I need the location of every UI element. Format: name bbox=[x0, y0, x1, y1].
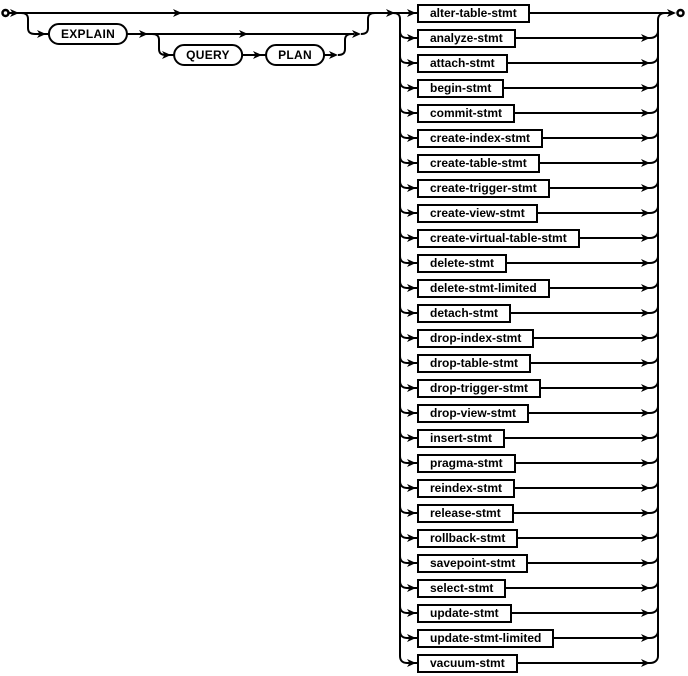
row-merge-curve bbox=[650, 481, 658, 488]
row-merge-curve bbox=[650, 156, 658, 163]
nonterminal-drop-view-stmt[interactable]: drop-view-stmt bbox=[417, 404, 529, 423]
row-merge-curve bbox=[650, 631, 658, 638]
row-merge-curve bbox=[650, 256, 658, 263]
keyword-bubble-plan: PLAN bbox=[265, 44, 325, 66]
row-merge-curve bbox=[650, 81, 658, 88]
row-merge-curve bbox=[650, 406, 658, 413]
row-merge-curve bbox=[650, 506, 658, 513]
nonterminal-drop-index-stmt[interactable]: drop-index-stmt bbox=[417, 329, 534, 348]
nonterminal-delete-stmt[interactable]: delete-stmt bbox=[417, 254, 507, 273]
row-branch-curve bbox=[400, 256, 407, 263]
nonterminal-select-stmt[interactable]: select-stmt bbox=[417, 579, 506, 598]
nonterminal-detach-stmt[interactable]: detach-stmt bbox=[417, 304, 511, 323]
nonterminal-create-table-stmt[interactable]: create-table-stmt bbox=[417, 154, 540, 173]
row-branch-curve bbox=[400, 406, 407, 413]
row-branch-curve bbox=[400, 331, 407, 338]
nonterminal-begin-stmt[interactable]: begin-stmt bbox=[417, 79, 504, 98]
row-branch-curve bbox=[400, 31, 407, 38]
nonterminal-rollback-stmt[interactable]: rollback-stmt bbox=[417, 529, 518, 548]
nonterminal-create-trigger-stmt[interactable]: create-trigger-stmt bbox=[417, 179, 550, 198]
row-branch-curve bbox=[400, 181, 407, 188]
row-merge-curve bbox=[650, 106, 658, 113]
row-branch-curve bbox=[400, 456, 407, 463]
row-merge-curve bbox=[650, 381, 658, 388]
row-merge-curve bbox=[650, 581, 658, 588]
row-branch-curve bbox=[400, 206, 407, 213]
row-merge-curve bbox=[650, 31, 658, 38]
nonterminal-pragma-stmt[interactable]: pragma-stmt bbox=[417, 454, 516, 473]
row-merge-curve bbox=[650, 231, 658, 238]
row-merge-curve bbox=[650, 306, 658, 313]
row-merge-curve bbox=[650, 131, 658, 138]
row-branch-curve bbox=[400, 581, 407, 588]
row-branch-curve bbox=[400, 556, 407, 563]
row-branch-curve bbox=[400, 631, 407, 638]
keyword-bubble-explain: EXPLAIN bbox=[48, 23, 128, 45]
nonterminal-insert-stmt[interactable]: insert-stmt bbox=[417, 429, 505, 448]
row-branch-curve bbox=[400, 106, 407, 113]
nonterminal-vacuum-stmt[interactable]: vacuum-stmt bbox=[417, 654, 518, 673]
row-branch-curve bbox=[400, 481, 407, 488]
row-merge-curve bbox=[650, 281, 658, 288]
nonterminal-create-index-stmt[interactable]: create-index-stmt bbox=[417, 129, 543, 148]
nonterminal-drop-trigger-stmt[interactable]: drop-trigger-stmt bbox=[417, 379, 541, 398]
row-merge-curve bbox=[650, 356, 658, 363]
row-branch-curve bbox=[400, 531, 407, 538]
end-terminal-icon bbox=[678, 10, 684, 16]
row-merge-curve bbox=[650, 556, 658, 563]
row-branch-curve bbox=[400, 306, 407, 313]
row-branch-curve bbox=[400, 606, 407, 613]
nonterminal-update-stmt-limited[interactable]: update-stmt-limited bbox=[417, 629, 554, 648]
row-merge-curve bbox=[650, 606, 658, 613]
row-merge-curve bbox=[650, 531, 658, 538]
start-terminal-icon bbox=[3, 10, 9, 16]
explain-branch-curve bbox=[21, 13, 35, 34]
row-branch-curve bbox=[400, 381, 407, 388]
row-branch-curve bbox=[400, 506, 407, 513]
row-merge-curve bbox=[650, 456, 658, 463]
nonterminal-attach-stmt[interactable]: attach-stmt bbox=[417, 54, 508, 73]
row-merge-curve bbox=[650, 181, 658, 188]
nonterminal-commit-stmt[interactable]: commit-stmt bbox=[417, 104, 515, 123]
nonterminal-create-view-stmt[interactable]: create-view-stmt bbox=[417, 204, 538, 223]
row-merge-curve bbox=[650, 431, 658, 438]
row-branch-curve bbox=[400, 156, 407, 163]
row-branch-curve bbox=[400, 81, 407, 88]
nonterminal-reindex-stmt[interactable]: reindex-stmt bbox=[417, 479, 515, 498]
row-branch-curve bbox=[400, 131, 407, 138]
row-merge-curve bbox=[650, 56, 658, 63]
nonterminal-alter-table-stmt[interactable]: alter-table-stmt bbox=[417, 4, 530, 23]
nonterminal-release-stmt[interactable]: release-stmt bbox=[417, 504, 514, 523]
row-branch-curve bbox=[400, 56, 407, 63]
nonterminal-analyze-stmt[interactable]: analyze-stmt bbox=[417, 29, 516, 48]
row-branch-curve bbox=[400, 431, 407, 438]
nonterminal-create-virtual-table-stmt[interactable]: create-virtual-table-stmt bbox=[417, 229, 580, 248]
nonterminal-drop-table-stmt[interactable]: drop-table-stmt bbox=[417, 354, 531, 373]
keyword-bubble-query: QUERY bbox=[173, 44, 243, 66]
plan-rejoin-curve bbox=[338, 34, 352, 55]
row-branch-curve bbox=[400, 231, 407, 238]
row-branch-curve bbox=[400, 281, 407, 288]
nonterminal-delete-stmt-limited[interactable]: delete-stmt-limited bbox=[417, 279, 550, 298]
bypass-rejoin-curve bbox=[361, 13, 375, 34]
nonterminal-update-stmt[interactable]: update-stmt bbox=[417, 604, 512, 623]
row-merge-curve bbox=[650, 206, 658, 213]
nonterminal-savepoint-stmt[interactable]: savepoint-stmt bbox=[417, 554, 528, 573]
row-branch-curve bbox=[400, 356, 407, 363]
row-merge-curve bbox=[650, 331, 658, 338]
